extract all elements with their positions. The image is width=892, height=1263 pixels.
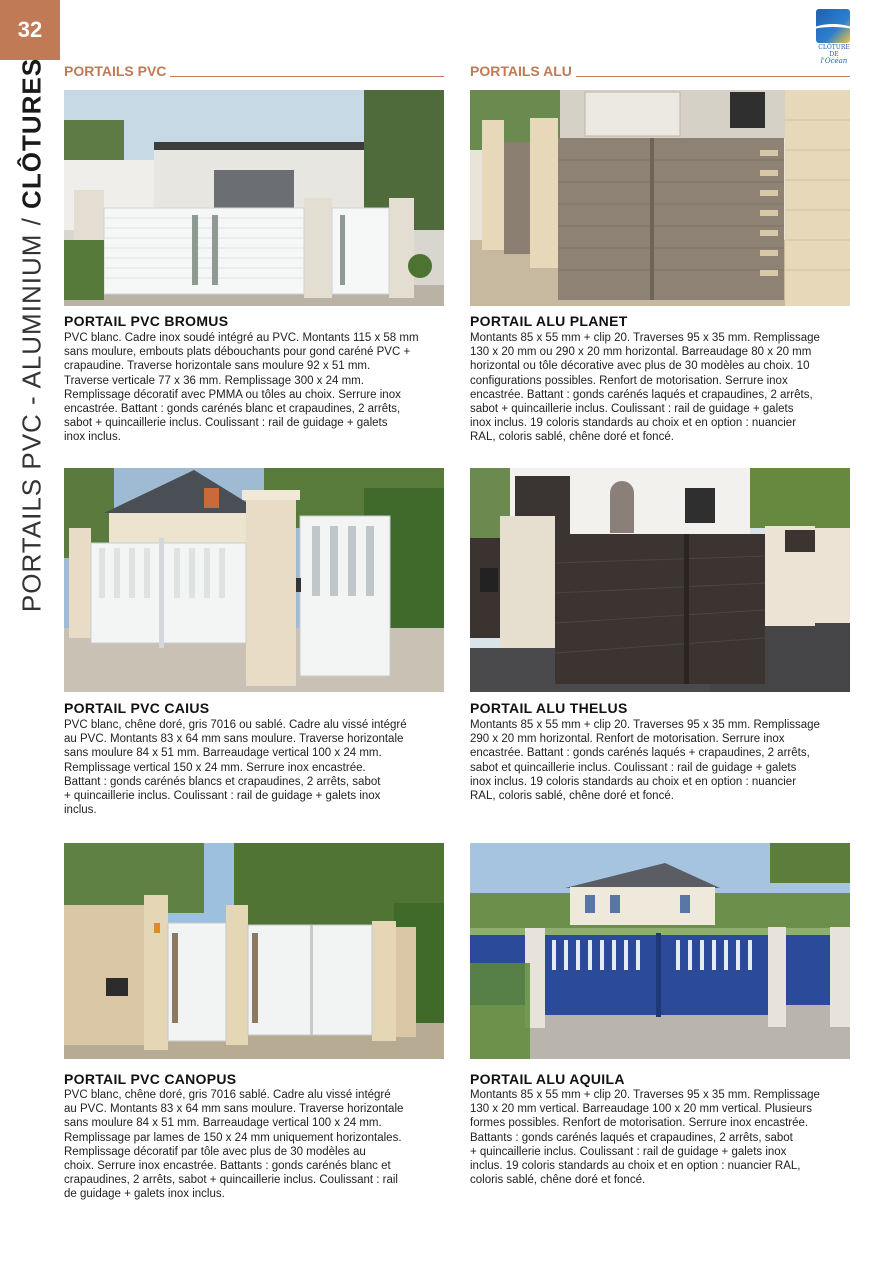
product-title-alu-aquila: PORTAIL ALU AQUILA	[470, 1071, 625, 1087]
page-number: 32	[0, 0, 60, 60]
vertical-title-main: PORTAILS PVC - ALUMINIUM /	[16, 208, 47, 613]
product-title-pvc-canopus: PORTAIL PVC CANOPUS	[64, 1071, 237, 1087]
logo-wave-icon	[816, 9, 850, 43]
product-desc-pvc-bromus: PVC blanc. Cadre inox soudé intégré au PVC. Montants 115 x 58 mm sans moulure, embouts plats débouchants pour gond caréné PVC + crapaudine. Traverse horizontale sans moulure 92 x 51 mm. Traverse verticale 77 x 36 mm. Remplissage 300 x 24 mm. Remplissage décoratif avec PMMA ou tôles au choix. Serrure inox encastrée. Battant : gonds carénés blanc et crapaudines, 2 arrêts, sabot + quincaillerie inclus. Coulissant : rail de guidage + galets inox inclus.	[64, 332, 419, 444]
section-label-pvc: PORTAILS PVC	[64, 63, 167, 79]
photo-portail-pvc-canopus	[64, 843, 444, 1059]
logo-line2: l'Océan	[820, 57, 848, 65]
product-title-alu-thelus: PORTAIL ALU THELUS	[470, 700, 628, 716]
section-rule	[576, 76, 850, 77]
product-title-alu-planet: PORTAIL ALU PLANET	[470, 313, 628, 329]
section-rule	[170, 76, 444, 77]
product-desc-alu-planet: Montants 85 x 55 mm + clip 20. Traverses 95 x 35 mm. Remplissage 130 x 20 mm ou 290 x 20 mm horizontal. Barreaudage 80 x 20 mm horizontal ou tôle décorative avec plus de 30 modèles au choix. 10 configurations possibles. Renfort de motorisation. Serrure inox encastrée. Battant : gonds carénés laqués et crapaudines, 2 arrêts, sabot + quincaillerie inclus. Coulissant : rail de guidage + galets inox inclus. 19 coloris standards au choix et en option : nuancier RAL, coloris sablé, chêne doré et foncé.	[470, 332, 820, 444]
photo-portail-alu-thelus	[470, 468, 850, 692]
vertical-title-bold: CLÔTURES	[16, 57, 47, 209]
photo-portail-pvc-caius	[64, 468, 444, 692]
photo-portail-alu-aquila	[470, 843, 850, 1059]
product-title-pvc-bromus: PORTAIL PVC BROMUS	[64, 313, 229, 329]
product-desc-alu-thelus: Montants 85 x 55 mm + clip 20. Traverses 95 x 35 mm. Remplissage 290 x 20 mm horizontal. Renfort de motorisation. Serrure inox encastrée. Battant : gonds carénés laqués + crapaudines, 2 arrêts, sabot et quincaillerie inclus. Coulissant : rail de guidage + galets inox inclus. 19 coloris standards au choix et en option : nuancier RAL, coloris sablé, chêne doré et foncé.	[470, 719, 820, 803]
product-title-pvc-caius: PORTAIL PVC CAIUS	[64, 700, 210, 716]
product-desc-pvc-caius: PVC blanc, chêne doré, gris 7016 ou sablé. Cadre alu vissé intégré au PVC. Montants 83 x 64 mm sans moulure. Traverse horizontale sans moulure 84 x 51 mm. Barreaudage vertical 100 x 24 mm. Remplissage vertical 150 x 24 mm. Serrure inox encastrée. Battant : gonds carénés blancs et crapaudines, 2 arrêts, sabot + quincaillerie inclus. Coulissant : rail de guidage + galets inox inclus.	[64, 719, 407, 817]
brand-logo	[816, 9, 852, 65]
section-label-alu: PORTAILS ALU	[470, 63, 572, 79]
logo-line1: CLÔTURE DE	[818, 44, 850, 58]
section-header-pvc	[64, 62, 444, 80]
product-desc-alu-aquila: Montants 85 x 55 mm + clip 20. Traverses 95 x 35 mm. Remplissage 130 x 20 mm vertical. Barreaudage 100 x 20 mm vertical. Plusieurs formes possibles. Renfort de motorisation. Serrure inox encastrée. Battants : gonds carénés laqués et crapaudines, 2 arrêts, sabot + quincaillerie inclus. Coulissant : rail de guidage + galets inox inclus. 19 coloris standards au choix et en option : nuancier RAL, coloris sablé, chêne doré et foncé.	[470, 1089, 820, 1187]
photo-portail-pvc-bromus	[64, 90, 444, 306]
product-desc-pvc-canopus: PVC blanc, chêne doré, gris 7016 sablé. Cadre alu vissé intégré au PVC. Montants 83 x 64 mm sans moulure. Traverse horizontale sans moulure 84 x 51 mm. Barreaudage vertical 100 x 24 mm. Remplissage par lames de 150 x 24 mm uniquement horizontales. Remplissage décoratif par tôle avec plus de 30 modèles au choix. Serrure inox encastrée. Battants : gonds carénés blanc et crapaudines, 2 arrêts, sabot + quincaillerie inclus. Coulissant : rail de guidage + galets inox inclus.	[64, 1089, 404, 1201]
photo-portail-alu-planet	[470, 90, 850, 306]
section-header-alu	[470, 62, 850, 80]
vertical-page-title	[17, 58, 48, 612]
